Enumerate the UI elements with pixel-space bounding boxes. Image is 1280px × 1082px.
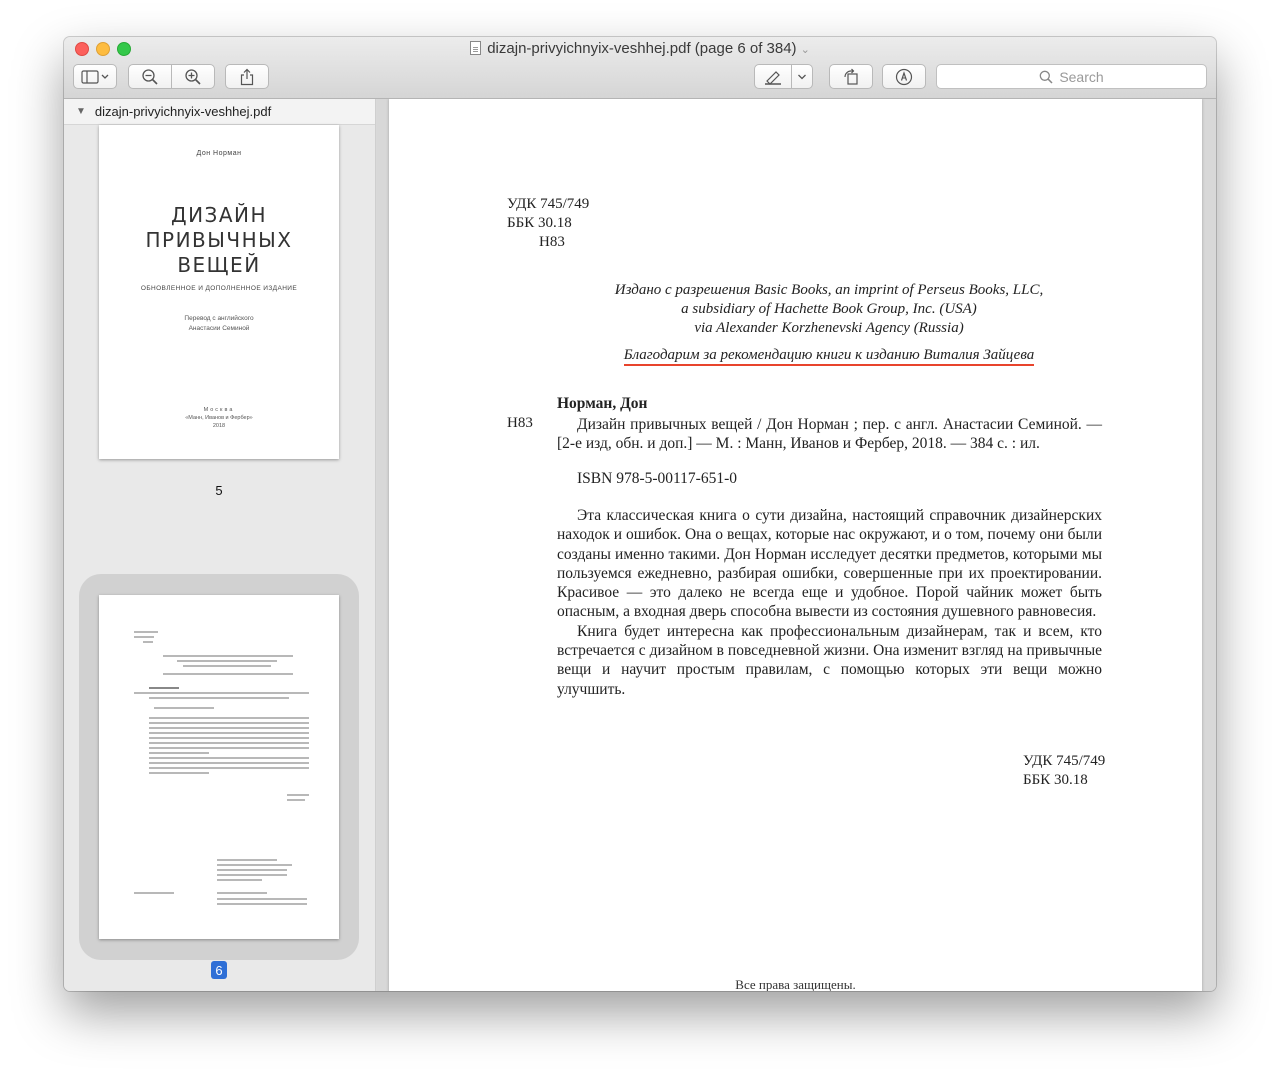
preview-window — [64, 37, 1216, 991]
document-view[interactable] — [377, 99, 1216, 991]
thumb-text-line — [149, 717, 309, 719]
thumb-text-line — [217, 864, 292, 866]
udk-line: УДК 745/749 — [507, 196, 590, 212]
author-code-line: Н83 — [539, 234, 565, 250]
search-field[interactable] — [936, 64, 1207, 89]
thumb-text-line — [149, 747, 309, 749]
share-icon — [239, 68, 255, 86]
thumb-text-line — [134, 892, 174, 894]
udk-block — [507, 195, 589, 252]
disclosure-triangle-icon[interactable]: ▼ — [76, 106, 86, 117]
share-button[interactable] — [225, 64, 269, 89]
highlight-button[interactable] — [754, 64, 792, 89]
sidebar-file-header[interactable] — [64, 99, 375, 125]
page-number-label: 5 — [215, 483, 223, 498]
thumb-text-line — [217, 892, 267, 894]
thumb-text-line — [143, 641, 153, 643]
chevron-down-icon[interactable]: ⌄ — [800, 44, 810, 56]
markup-toolbar-button[interactable] — [882, 64, 926, 89]
udk-line: УДК 745/749 — [1023, 753, 1106, 769]
permission-line: a subsidiary of Hachette Book Group, Inc. (USA) — [681, 301, 977, 317]
thumb-publisher-line: «Манн, Иванов и Фербер» — [185, 415, 253, 421]
zoom-out-icon — [141, 68, 159, 86]
page-thumbnail-5[interactable] — [99, 125, 339, 459]
highlighter-pen-icon — [763, 69, 783, 85]
thumb-text-line — [163, 673, 293, 675]
thumb-text-line — [149, 757, 309, 759]
bbk-line: ББК 30.18 — [1023, 772, 1088, 788]
rotate-button[interactable] — [829, 64, 873, 89]
thumb-title-line: ВЕЩЕЙ — [177, 253, 261, 277]
thumbnail-sidebar[interactable] — [64, 99, 376, 991]
thumb-text-line — [177, 660, 277, 662]
isbn: ISBN 978-5-00117-651-0 — [577, 470, 738, 487]
zoom-in-button[interactable] — [171, 64, 215, 89]
highlight-options-button[interactable] — [791, 64, 813, 89]
sidebar-toggle-button[interactable] — [73, 64, 117, 89]
thumb-publisher-line: Москва — [203, 407, 235, 413]
udk-footer-block — [1023, 752, 1105, 790]
page-number-badge-selected: 6 — [211, 961, 227, 979]
thumb-translation-line: Перевод с английского — [184, 315, 254, 322]
thumb-text-line — [217, 869, 287, 871]
thumb-text-line — [149, 742, 309, 744]
thumb-publisher — [99, 406, 339, 430]
search-placeholder: Search — [1059, 68, 1104, 85]
thumb-title — [99, 203, 339, 278]
thumb-text-line — [134, 631, 158, 633]
sidebar-file-name: dizajn-privyichnyix-veshhej.pdf — [94, 104, 272, 119]
permission-line: via Alexander Korzhenevski Agency (Russia) — [694, 320, 964, 336]
sidebar-icon — [81, 70, 109, 84]
zoom-in-icon — [184, 68, 202, 86]
thumb-text-line — [217, 898, 307, 900]
bibliographic-record — [557, 415, 1102, 453]
thumb-text-line — [149, 732, 309, 734]
window-title[interactable] — [64, 40, 1216, 57]
thumb-text-line — [154, 707, 214, 709]
markup-pen-icon — [895, 68, 913, 86]
permission-notice — [529, 281, 1129, 338]
thumb-text-line — [149, 727, 309, 729]
thumb-text-line — [134, 692, 309, 694]
acknowledgement — [529, 347, 1129, 364]
thumb-text-line — [163, 655, 293, 657]
thumb-text-line — [134, 636, 154, 638]
thumb-publisher-line: 2018 — [212, 423, 226, 429]
zoom-out-button[interactable] — [128, 64, 172, 89]
page-thumbnail-6[interactable] — [99, 595, 339, 939]
thumb-translation-line: Анастасии Семиной — [188, 325, 250, 332]
title-bar — [64, 37, 1216, 99]
thumb-title-line: ПРИВЫЧНЫХ — [145, 228, 293, 252]
thumb-text-line — [149, 737, 309, 739]
bbk-line: ББК 30.18 — [507, 215, 572, 231]
book-description — [557, 506, 1102, 699]
thumb-text-line — [149, 772, 209, 774]
chevron-down-icon — [797, 73, 807, 81]
thumb-author: Дон Норман — [196, 150, 242, 157]
rights-notice: Все права защищены. — [735, 977, 856, 991]
catalog-code: Н83 — [507, 415, 533, 431]
thumb-text-line — [149, 767, 309, 769]
pdf-page — [389, 99, 1202, 991]
thumb-text-line — [149, 722, 309, 724]
permission-line: Издано с разрешения Basic Books, an imprint of Perseus Books, LLC, — [614, 282, 1044, 298]
thumb-text-line — [287, 799, 305, 801]
description-paragraph: Книга будет интересна как профессиональным дизайнерам, так и всем, кто встречается с дизайном в повседневной жизни. Она изменит взгляд на привычные вещи и научит простым правилам, с помощью которых эти вещи можно улучшить. — [557, 622, 1102, 698]
thumb-text-line — [149, 697, 289, 699]
thumb-text-line — [217, 903, 307, 905]
window-title-text: dizajn-privyichnyix-veshhej.pdf (page 6 of 384) — [487, 40, 797, 57]
catalog-author: Норман, Дон — [557, 395, 648, 412]
bibliographic-text: Дизайн привычных вещей / Дон Норман ; пер. с англ. Анастасии Семиной. — [2-е изд, обн. и доп.] — М. : Манн, Иванов и Фербер, 2018. — 384 с. : ил. — [557, 416, 1102, 452]
thumb-text-line — [183, 665, 271, 667]
thumb-text-line — [287, 794, 309, 796]
pdf-document-icon — [470, 41, 481, 55]
thumb-title-line: ДИЗАЙН — [170, 203, 268, 227]
thumb-subtitle: ОБНОВЛЕННОЕ И ДОПОЛНЕННОЕ ИЗДАНИЕ — [140, 285, 298, 292]
description-paragraph: Эта классическая книга о сути дизайна, настоящий справочник дизайнерских находок и ошибок. Она о вещах, которые нас окружают, и о том, почему они были созданы именно такими. Дон Норман исследует десятки предметов, которыми мы пользуемся ежедневно, разбирая ошибки, совершенные при их проектировании. Красивое — это далеко не всегда еще и удобное. Порой чайник может быть опасным, а входная дверь способна вывести из состояния душевного равновесия. — [557, 507, 1102, 621]
thumb-text-line — [149, 762, 309, 764]
rotate-icon — [842, 68, 860, 86]
thumb-text-line — [217, 874, 287, 876]
highlighted-acknowledgement-text[interactable]: Благодарим за рекомендацию книги к изданию Виталия Зайцева — [624, 347, 1035, 366]
thumb-text-line — [217, 879, 262, 881]
thumb-text-line — [149, 752, 209, 754]
search-icon — [1039, 70, 1053, 84]
thumb-text-line — [149, 687, 179, 689]
thumb-text-line — [217, 859, 277, 861]
thumb-translation — [99, 314, 339, 334]
